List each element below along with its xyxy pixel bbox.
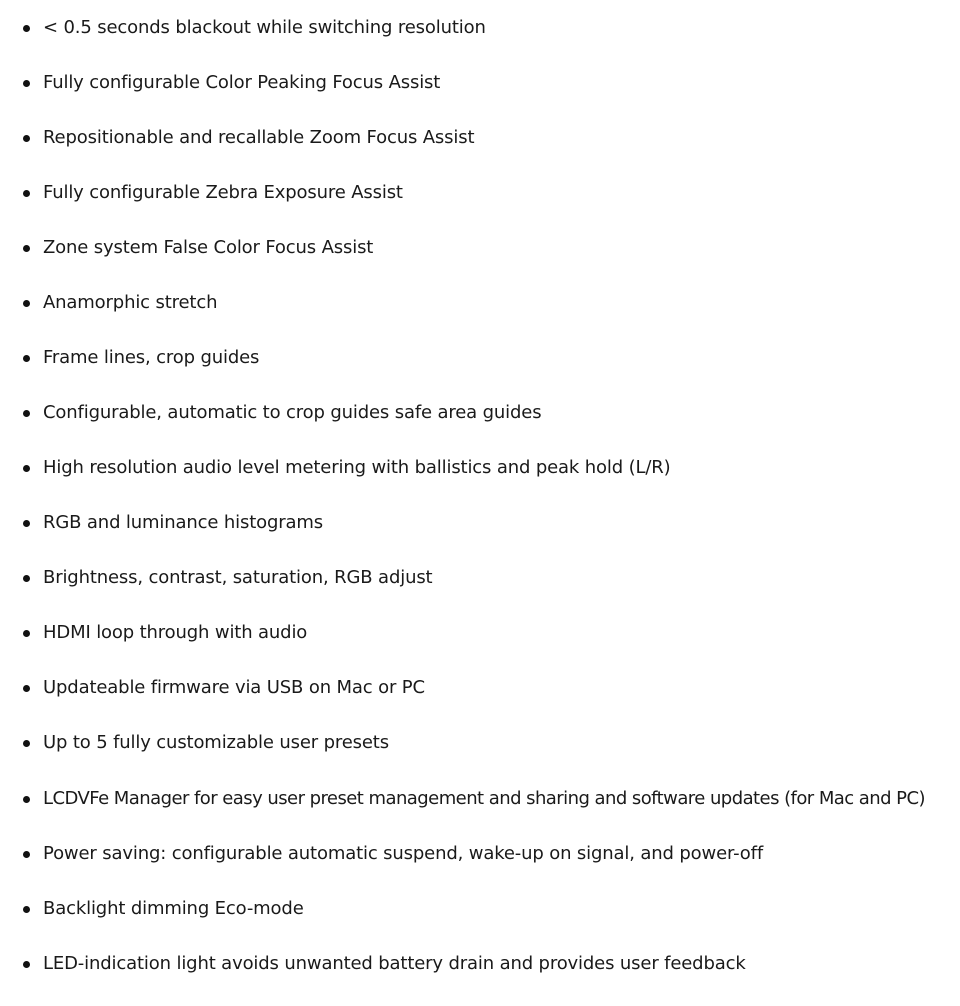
bullet-icon bbox=[23, 135, 30, 142]
feature-text: High resolution audio level metering with ballistics and peak hold (L/R) bbox=[43, 457, 671, 478]
bullet-icon bbox=[23, 851, 30, 858]
bullet-icon bbox=[23, 190, 30, 197]
bullet-icon bbox=[23, 630, 30, 637]
feature-text: Zone system False Color Focus Assist bbox=[43, 237, 374, 258]
bullet-icon bbox=[23, 520, 30, 527]
feature-text: Updateable firmware via USB on Mac or PC bbox=[43, 677, 425, 698]
bullet-icon bbox=[23, 355, 30, 362]
feature-text: LCDVFe Manager for easy user preset management and sharing and software updates (for Mac and PC) bbox=[43, 788, 925, 809]
feature-text: Fully configurable Zebra Exposure Assist bbox=[43, 182, 403, 203]
feature-text: Power saving: configurable automatic suspend, wake-up on signal, and power-off bbox=[43, 843, 764, 864]
feature-text: Backlight dimming Eco-mode bbox=[43, 898, 304, 919]
feature-text: Anamorphic stretch bbox=[43, 292, 218, 313]
bullet-icon bbox=[23, 300, 30, 307]
feature-text: Brightness, contrast, saturation, RGB adjust bbox=[43, 567, 433, 588]
bullet-icon bbox=[23, 740, 30, 747]
feature-text: RGB and luminance histograms bbox=[43, 512, 324, 533]
bullet-icon bbox=[23, 80, 30, 87]
feature-text: Configurable, automatic to crop guides safe area guides bbox=[43, 402, 542, 423]
bullet-icon bbox=[23, 245, 30, 252]
bullet-icon bbox=[23, 410, 30, 417]
bullet-icon bbox=[23, 465, 30, 472]
bullet-icon bbox=[23, 685, 30, 692]
bullet-icon bbox=[23, 796, 30, 803]
bullet-icon bbox=[23, 961, 30, 968]
feature-text: LED-indication light avoids unwanted battery drain and provides user feedback bbox=[43, 953, 746, 974]
bullet-icon bbox=[23, 906, 30, 913]
bullet-icon bbox=[23, 25, 30, 32]
bullet-icon bbox=[23, 575, 30, 582]
feature-text: Repositionable and recallable Zoom Focus Assist bbox=[43, 127, 475, 148]
feature-text: Frame lines, crop guides bbox=[43, 347, 260, 368]
feature-text: Fully configurable Color Peaking Focus Assist bbox=[43, 72, 441, 93]
feature-text: HDMI loop through with audio bbox=[43, 622, 308, 643]
feature-text: Up to 5 fully customizable user presets bbox=[43, 732, 389, 753]
feature-text: < 0.5 seconds blackout while switching resolution bbox=[43, 17, 486, 38]
